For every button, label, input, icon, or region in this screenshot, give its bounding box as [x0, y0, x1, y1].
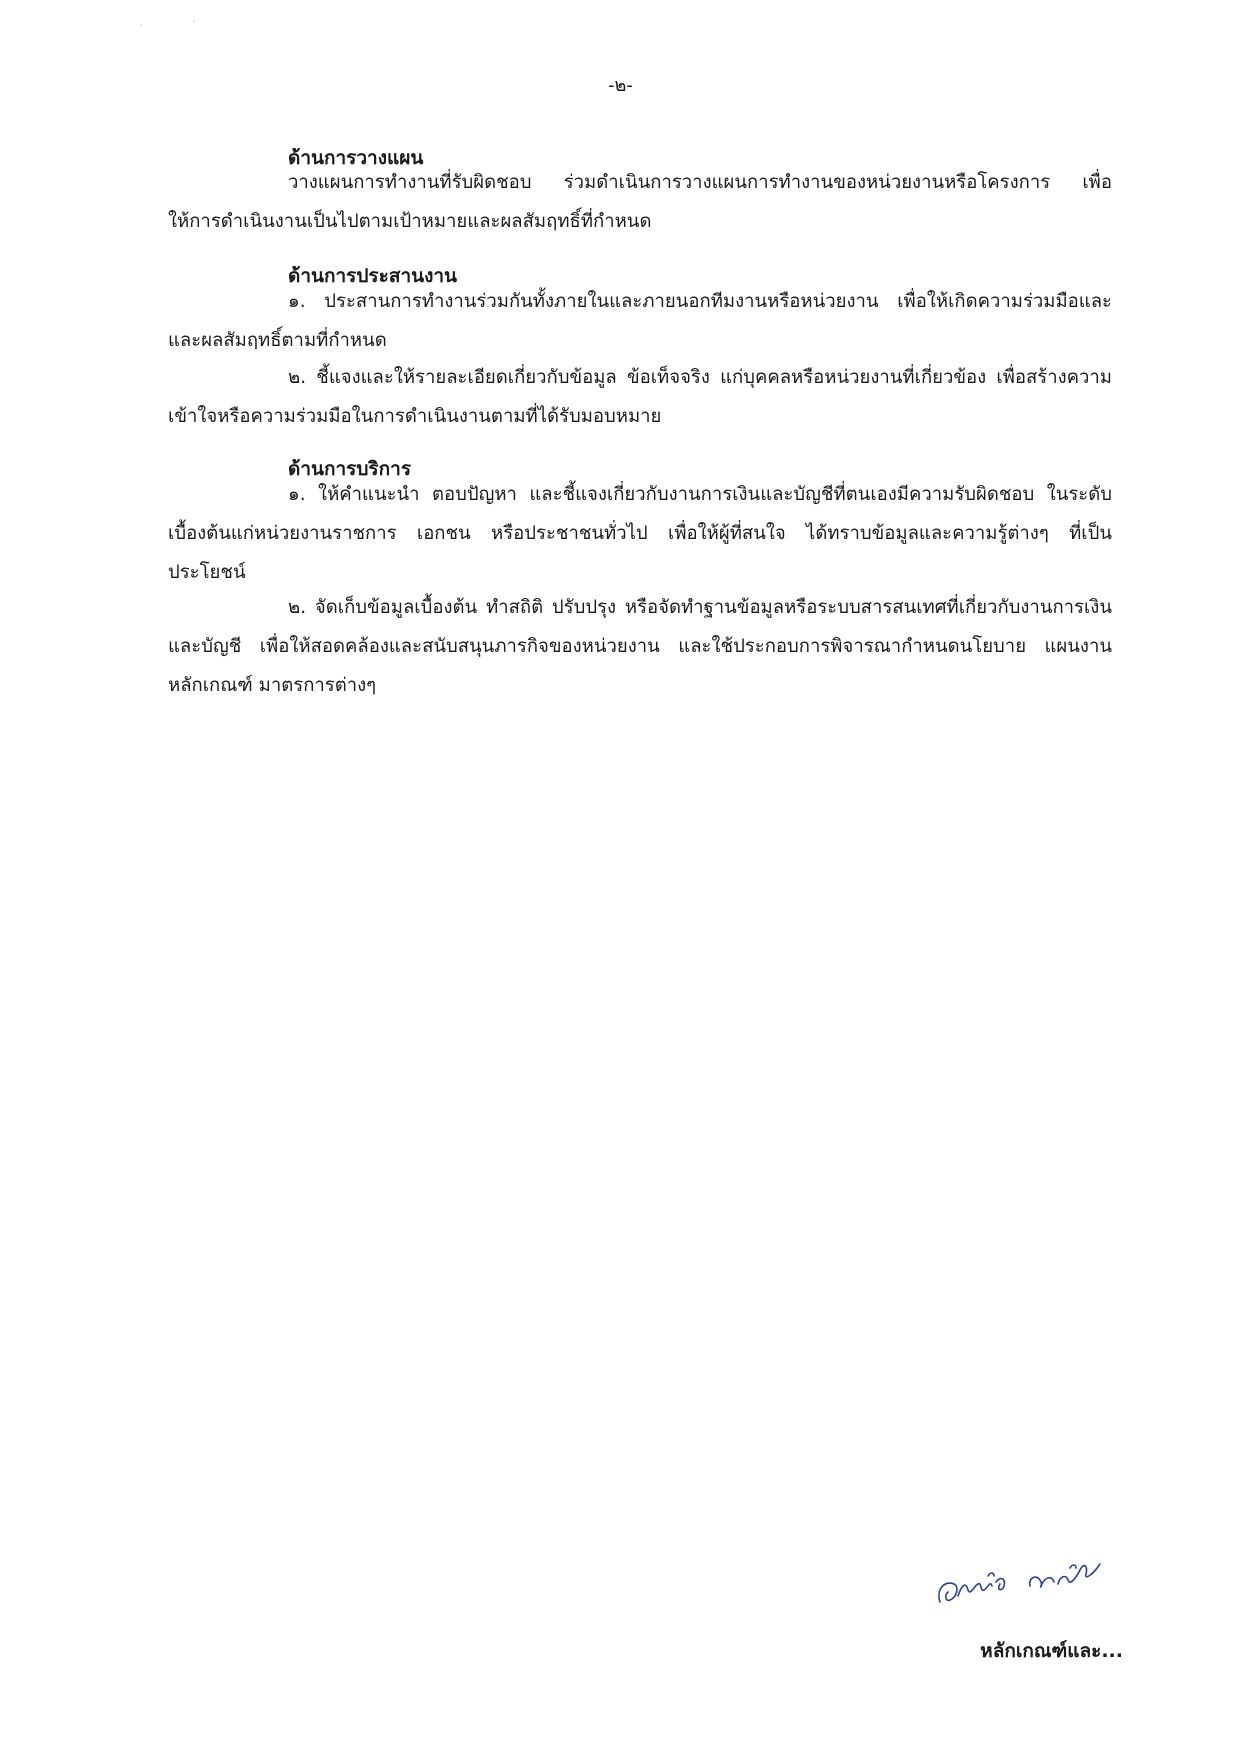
- paragraph-service-2: ๒. จัดเก็บข้อมูลเบื้องต้น ทำสถิติ ปรับปรุง หรือจัดทำฐานข้อมูลหรือระบบสารสนเทศที่เกี่ยวกับงานการเงินและบัญชี เพื่อให้สอดคล้องและสนับสนุนภารกิจของหน่วยงาน และใช้ประกอบการพิจารณากำหนดนโยบาย แผนงาน หลักเกณฑ์ มาตรการต่างๆ: [168, 597, 1112, 696]
- scan-speck: [140, 24, 142, 26]
- paragraph-coordination-1: ๑. ประสานการทำงานร่วมกันทั้งภายในและภายนอกทีมงานหรือหน่วยงาน เพื่อให้เกิดความร่วมมือและและผลสัมฤทธิ์ตามที่กำหนด: [168, 291, 1112, 351]
- section-heading-planning: ด้านการวางแผน: [288, 147, 424, 169]
- paragraph-service-1: ๑. ให้คำแนะนำ ตอบปัญหา และชี้แจงเกี่ยวกับงานการเงินและบัญชีที่ตนเองมีความรับผิดชอบ ในระดับเบื้องต้นแก่หน่วยงานราชการ เอกชน หรือประชาชนทั่วไป เพื่อให้ผู้ที่สนใจ ได้ทราบข้อมูลและความรู้ต่างๆ ที่เป็นประโยชน์: [168, 484, 1112, 583]
- section-heading-service: ด้านการบริการ: [288, 458, 412, 480]
- scan-speck: [193, 20, 195, 23]
- paragraph-planning: วางแผนการทำงานที่รับผิดชอบ ร่วมดำเนินการวางแผนการทำงานของหน่วยงานหรือโครงการ เพื่อให้การดำเนินงานเป็นไปตามเป้าหมายและผลสัมฤทธิ์ที่กำหนด: [168, 172, 1112, 232]
- page-number: -๒-: [608, 75, 633, 96]
- section-heading-coordination: ด้านการประสานงาน: [288, 265, 458, 287]
- paragraph-coordination-2: ๒. ชี้แจงและให้รายละเอียดเกี่ยวกับข้อมูล ข้อเท็จจริง แก่บุคคลหรือหน่วยงานที่เกี่ยวข้อง เพื่อสร้างความเข้าใจหรือความร่วมมือในการดำเนินงานตามที่ได้รับมอบหมาย: [168, 367, 1112, 427]
- next-page-cue: หลักเกณฑ์และ...: [980, 1640, 1123, 1662]
- handwritten-signature: [930, 1540, 1120, 1620]
